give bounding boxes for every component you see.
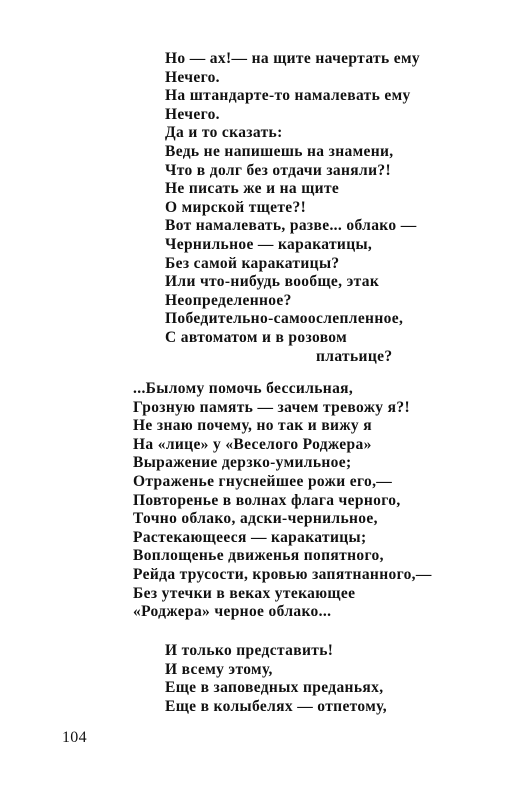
poem-line: О мирской тщете?! (165, 198, 307, 216)
page-number: 104 (62, 729, 87, 746)
poem-line: С автоматом и в розовом (165, 328, 348, 346)
poem-line: Неопределенное? (165, 291, 292, 309)
poem-line: Выражение дерзко-умильное; (133, 454, 352, 472)
poem-line: Ведь не напишешь на знамени, (165, 142, 394, 160)
poem-line: Воплощенье движенья попятного, (133, 547, 384, 565)
stanza-2 (133, 380, 432, 622)
poem-line: Вот намалевать, разве... облако — (165, 217, 417, 235)
poem-line: Рейда трусости, кровью запятнанного,— (133, 565, 432, 583)
poem-line: ...Былому помочь бессильная, (133, 380, 354, 397)
stanza-3 (165, 642, 387, 716)
poem-line: Растекающееся — каракатицы; (133, 528, 367, 546)
poem-line: Но — ах!— на щите начертать ему (165, 50, 421, 67)
poem-line: Нечего. (165, 105, 220, 123)
poem-line: Без утечки в веках утекающее (133, 584, 356, 602)
poem-line: Не знаю почему, но так и вижу я (133, 417, 372, 435)
poem-line: Еще в колыбелях — отпетому, (165, 697, 387, 715)
poem-line: Или что-нибудь вообще, этак (165, 273, 380, 291)
poem-line: Нечего. (165, 68, 220, 86)
poem-line: На «лице» у «Веселого Роджера» (133, 435, 372, 453)
poem-line: Победительно-самоослепленное, (165, 310, 404, 328)
poem-line: Повторенье в волнах флага черного, (133, 491, 401, 509)
poem-line: Грозную память — зачем тревожу я?! (133, 398, 410, 416)
poem-line: Точно облако, адски-чернильное, (133, 510, 378, 528)
stanza-1 (165, 50, 420, 366)
poem-line: Чернильное — каракатицы, (165, 235, 373, 253)
poem-line: Не писать же и на щите (165, 180, 340, 198)
poem-line: Отраженье гнуснейшее рожи его,— (133, 472, 393, 490)
poem-line: Что в долг без отдачи заняли?! (165, 161, 391, 179)
poem-line: На штандарте-то намалевать ему (165, 87, 411, 105)
poem-line: «Роджера» черное облако... (133, 603, 332, 621)
poem-line: Да и то сказать: (165, 124, 283, 142)
poem-line: И всему этому, (165, 660, 273, 678)
poem-line-indented: платьице? (316, 347, 393, 365)
poem-line: Еще в заповедных преданьях, (165, 679, 384, 697)
poem-line: И только представить! (165, 642, 334, 659)
poem-line: Без самой каракатицы? (165, 254, 340, 272)
